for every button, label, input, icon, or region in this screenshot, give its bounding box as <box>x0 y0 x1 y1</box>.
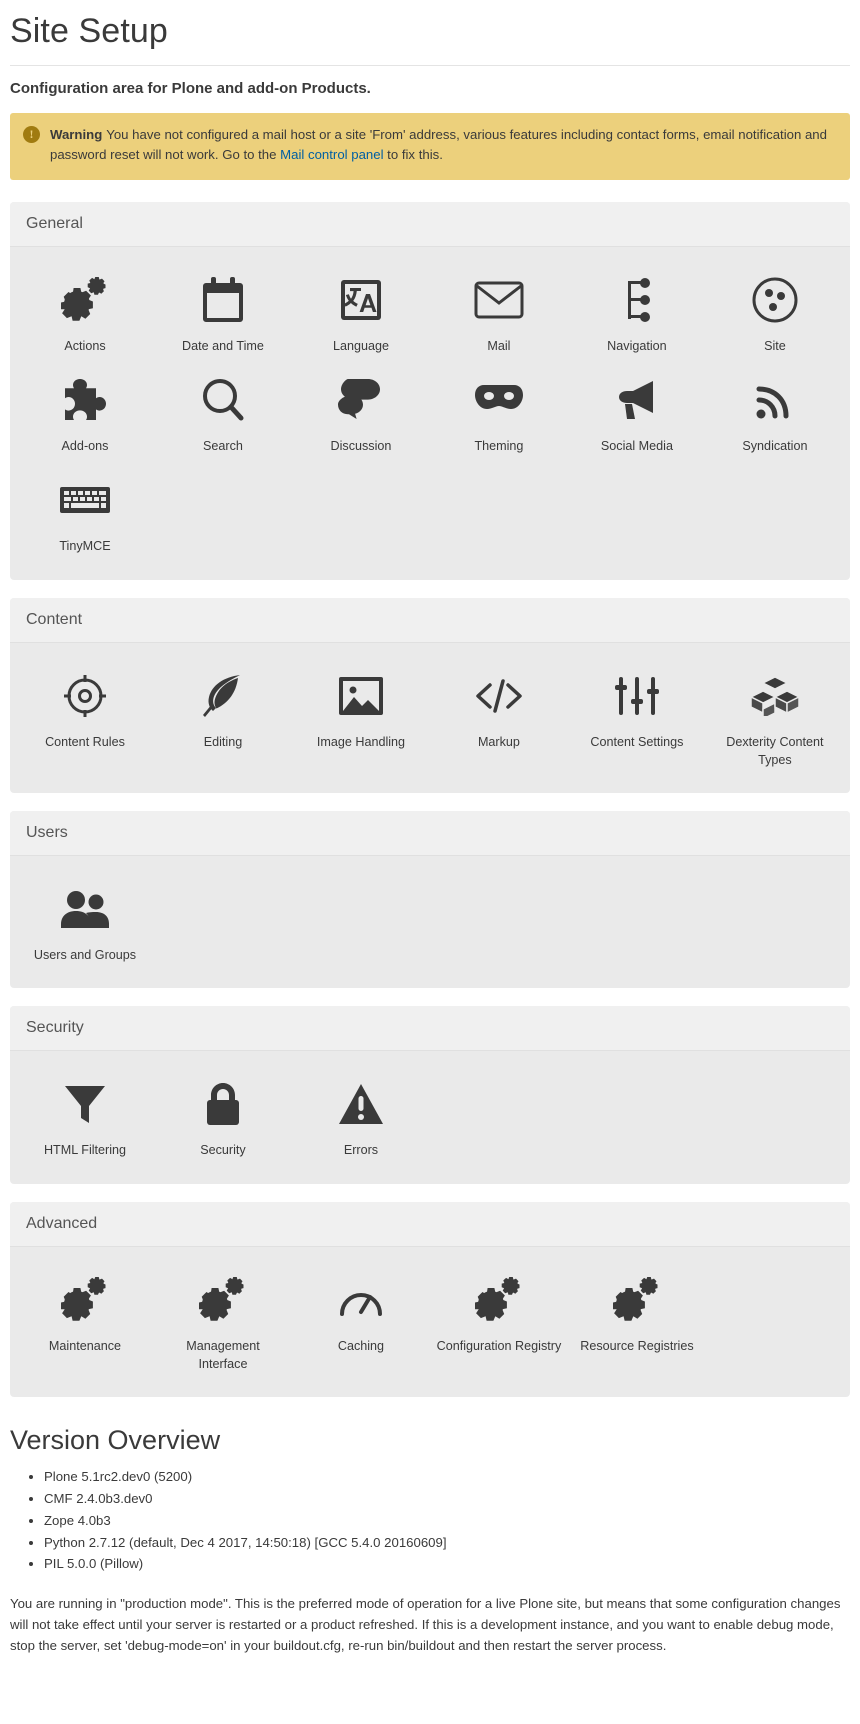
control-panel-tile-date-and-time[interactable] <box>154 261 292 361</box>
panel-body <box>10 1247 850 1398</box>
production-mode-note: You are running in "production mode". This is the preferred mode of operation for a live Plone site, but means that some configuration changes will not take effect until your server is restarted or a product refreshed. If this is a development instance, and you want to enable debug mode, stop the server, set 'debug-mode=on' in your buildout.cfg, re-run bin/buildout and then restart the server process. <box>10 1596 841 1654</box>
quill-icon <box>160 669 286 723</box>
gears-icon <box>160 1273 286 1327</box>
control-panel-tile-html-filtering[interactable] <box>16 1065 154 1165</box>
panel-body <box>10 856 850 988</box>
control-panel-tile-caching[interactable] <box>292 1261 430 1380</box>
tile-label: Users and Groups <box>33 948 137 963</box>
control-panel-tile-navigation[interactable] <box>568 261 706 361</box>
control-panel-tile-configuration-registry[interactable] <box>430 1261 568 1380</box>
mail-control-panel-link[interactable]: Mail control panel <box>280 147 384 163</box>
tile-label: Dexterity Content Types <box>726 734 824 767</box>
version-list <box>10 1466 850 1575</box>
tile-label: Security <box>200 1143 246 1158</box>
gauge-icon <box>298 1273 424 1327</box>
control-panel-tile-search[interactable] <box>154 361 292 461</box>
circle-dots-icon <box>712 273 838 327</box>
version-overview-title: Version Overview <box>10 1425 221 1456</box>
control-panel-tile-editing[interactable] <box>154 657 292 776</box>
tile-label: Configuration Registry <box>436 1338 562 1353</box>
control-panel-tile-discussion[interactable] <box>292 361 430 461</box>
control-panel-tile-content-rules[interactable] <box>16 657 154 776</box>
control-panel-tile-security[interactable] <box>154 1065 292 1165</box>
tile-label: Mail <box>487 338 511 353</box>
tile-label: Resource Registries <box>580 1338 694 1353</box>
panel-users <box>10 811 850 988</box>
code-tags-icon <box>436 669 562 723</box>
tile-label: Language <box>332 338 389 353</box>
rss-icon <box>712 373 838 427</box>
version-item: • Plone 5.1rc2.dev0 (5200) <box>44 1466 850 1488</box>
gears-icon <box>22 1273 148 1327</box>
version-item: • PIL 5.0.0 (Pillow) <box>44 1553 850 1575</box>
tile-label: Errors <box>343 1143 379 1158</box>
panel-content <box>10 598 850 794</box>
tile-label: Actions <box>64 338 106 353</box>
control-panel-tile-social-media[interactable] <box>568 361 706 461</box>
control-panel-tile-errors[interactable] <box>292 1065 430 1165</box>
control-panel-tile-users-and-groups[interactable] <box>16 870 154 970</box>
tile-label: Management Interface <box>186 1338 260 1371</box>
panel-title: General <box>10 202 850 247</box>
calendar-icon <box>160 273 286 327</box>
tile-label: Editing <box>203 734 243 749</box>
control-panel-tile-resource-registries[interactable] <box>568 1261 706 1380</box>
control-panel-tile-dexterity-content-types[interactable] <box>706 657 844 776</box>
version-item: • CMF 2.4.0b3.dev0 <box>44 1488 850 1510</box>
control-panel-tile-mail[interactable] <box>430 261 568 361</box>
panel-title: Content <box>10 598 850 643</box>
users-icon <box>22 882 148 936</box>
warning-icon: ! <box>23 126 40 143</box>
control-panel-tile-actions[interactable] <box>16 261 154 361</box>
tile-label: Navigation <box>607 338 667 353</box>
tile-label: Discussion <box>330 439 392 454</box>
site-setup-page <box>10 0 850 1656</box>
target-icon <box>22 669 148 723</box>
gears-icon <box>574 1273 700 1327</box>
speech-bubbles-icon <box>298 373 424 427</box>
tile-label: TinyMCE <box>59 539 111 554</box>
panel-body <box>10 1051 850 1183</box>
blocks-icon <box>712 669 838 723</box>
tile-label: Image Handling <box>316 734 406 749</box>
gears-icon <box>436 1273 562 1327</box>
tile-label: Search <box>203 439 243 454</box>
funnel-icon <box>22 1077 148 1131</box>
puzzle-piece-icon <box>22 373 148 427</box>
control-panel-tile-markup[interactable] <box>430 657 568 776</box>
tile-label: Social Media <box>600 439 673 454</box>
control-panel-tile-content-settings[interactable] <box>568 657 706 776</box>
envelope-icon <box>436 273 562 327</box>
control-panel-tile-syndication[interactable] <box>706 361 844 461</box>
panel-body <box>10 247 850 580</box>
tile-label: Add-ons <box>61 439 109 454</box>
tile-label: Theming <box>474 439 524 454</box>
tile-label: Content Settings <box>590 734 684 749</box>
magnifier-icon <box>160 373 286 427</box>
sliders-icon <box>574 669 700 723</box>
warning-text-after: to fix this. <box>383 147 443 163</box>
sitemap-icon <box>574 273 700 327</box>
language-icon <box>298 273 424 327</box>
mask-icon <box>436 373 562 427</box>
padlock-icon <box>160 1077 286 1131</box>
tile-label: Caching <box>337 1338 385 1353</box>
megaphone-icon <box>574 373 700 427</box>
tile-label: Markup <box>477 734 520 749</box>
tile-label: Syndication <box>742 439 808 454</box>
panel-general <box>10 202 850 580</box>
panel-advanced <box>10 1202 850 1398</box>
control-panel-tile-language[interactable] <box>292 261 430 361</box>
tile-label: Date and Time <box>182 338 264 353</box>
control-panel-tile-image-handling[interactable] <box>292 657 430 776</box>
control-panel-tile-management-interface[interactable] <box>154 1261 292 1380</box>
page-description: Configuration area for Plone and add-on Products. <box>10 80 371 97</box>
picture-icon <box>298 669 424 723</box>
control-panel-tile-theming[interactable] <box>430 361 568 461</box>
control-panel-sections <box>10 202 850 1397</box>
control-panel-tile-add-ons[interactable] <box>16 361 154 461</box>
tile-label: Content Rules <box>45 734 125 749</box>
tile-label: Maintenance <box>48 1338 122 1353</box>
gears-icon <box>22 273 148 327</box>
version-item: • Zope 4.0b3 <box>44 1510 850 1532</box>
warning-label: Warning <box>50 127 103 142</box>
control-panel-tile-site[interactable] <box>706 261 844 361</box>
page-title: Site Setup <box>10 12 850 66</box>
warning-text-before: You have not configured a mail host or a site 'From' address, various features including contact forms, email notification and password reset will not work. Go to the <box>50 127 827 163</box>
panel-title: Advanced <box>10 1202 850 1247</box>
warning-banner <box>10 113 850 180</box>
panel-title: Security <box>10 1006 850 1051</box>
panel-security <box>10 1006 850 1183</box>
tile-label: HTML Filtering <box>43 1143 127 1158</box>
tile-label: Site <box>764 338 786 353</box>
control-panel-tile-maintenance[interactable] <box>16 1261 154 1380</box>
version-item: • Python 2.7.12 (default, Dec 4 2017, 14:50:18) [GCC 5.4.0 20160609] <box>44 1532 850 1554</box>
keyboard-icon <box>22 473 148 527</box>
panel-title: Users <box>10 811 850 856</box>
control-panel-tile-tinymce[interactable] <box>16 461 154 561</box>
warning-triangle-icon <box>298 1077 424 1131</box>
panel-body <box>10 643 850 794</box>
